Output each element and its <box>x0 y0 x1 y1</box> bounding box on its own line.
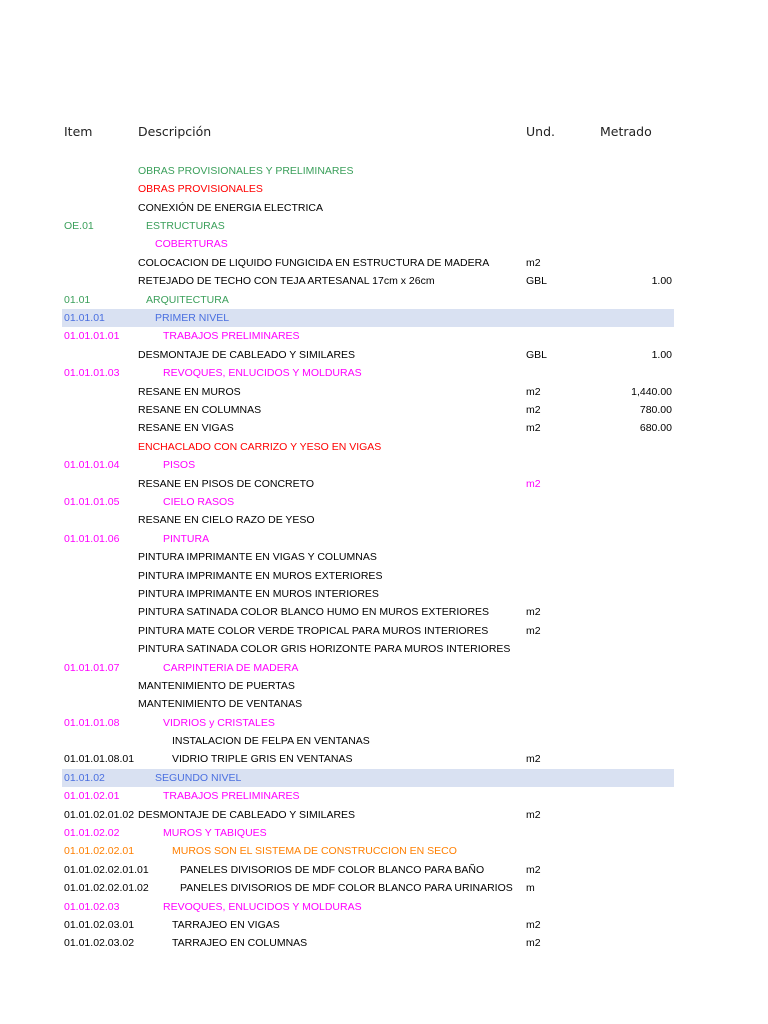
table-row <box>62 640 674 658</box>
row-description: VIDRIO TRIPLE GRIS EN VENTANAS <box>172 753 353 765</box>
row-item-code: 01.01.02.02.01.01 <box>64 864 149 876</box>
row-description: INSTALACION DE FELPA EN VENTANAS <box>172 735 370 747</box>
table-row <box>62 272 674 290</box>
table-row <box>62 585 674 603</box>
row-description: PINTURA IMPRIMANTE EN MUROS EXTERIORES <box>138 570 383 582</box>
row-item-code: 01.01.02.02 <box>64 827 120 839</box>
row-description: VIDRIOS y CRISTALES <box>163 717 275 729</box>
row-description: RESANE EN PISOS DE CONCRETO <box>138 478 315 490</box>
row-description: PISOS <box>163 459 196 471</box>
table-row <box>62 603 674 621</box>
table-row <box>62 769 674 787</box>
row-item-code: 01.01.01.08 <box>64 717 120 729</box>
table-row <box>62 475 674 493</box>
row-description: PRIMER NIVEL <box>155 312 230 324</box>
row-description: TRABAJOS PRELIMINARES <box>163 330 300 342</box>
row-description: RETEJADO DE TECHO CON TEJA ARTESANAL 17cm x 26cm <box>138 275 435 287</box>
table-row <box>62 898 674 916</box>
table-row <box>62 346 674 364</box>
table-row <box>62 162 674 180</box>
row-description: REVOQUES, ENLUCIDOS Y MOLDURAS <box>163 901 362 913</box>
row-item-code: 01.01 <box>64 294 91 306</box>
column-header-und: Und. <box>526 124 555 139</box>
row-unit: m2 <box>526 257 541 269</box>
row-description: PINTURA IMPRIMANTE EN VIGAS Y COLUMNAS <box>138 551 377 563</box>
table-row <box>62 327 674 345</box>
table-row <box>62 879 674 897</box>
row-description: TARRAJEO EN VIGAS <box>172 919 280 931</box>
table-row <box>62 217 674 235</box>
table-row <box>62 842 674 860</box>
row-description: MANTENIMIENTO DE PUERTAS <box>138 680 295 692</box>
table-row <box>62 438 674 456</box>
row-item-code: 01.01.01.03 <box>64 367 120 379</box>
row-item-code: 01.01.01.07 <box>64 662 120 674</box>
table-row <box>62 511 674 529</box>
row-description: MANTENIMIENTO DE VENTANAS <box>138 698 303 710</box>
row-description: PINTURA SATINADA COLOR BLANCO HUMO EN MUROS EXTERIORES <box>138 606 490 618</box>
table-row <box>62 199 674 217</box>
row-unit: GBL <box>526 349 548 361</box>
row-description: PINTURA MATE COLOR VERDE TROPICAL PARA MUROS INTERIORES <box>138 625 489 637</box>
row-description: PINTURA <box>163 533 210 545</box>
row-item-code: 01.01.02.03.01 <box>64 919 135 931</box>
row-item-code: 01.01.01.04 <box>64 459 120 471</box>
table-row <box>62 530 674 548</box>
row-unit: m2 <box>526 478 541 490</box>
table-row <box>62 456 674 474</box>
row-unit: m2 <box>526 809 541 821</box>
row-description: ARQUITECTURA <box>146 294 229 306</box>
table-row <box>62 732 674 750</box>
table-row <box>62 254 674 272</box>
table-row <box>62 419 674 437</box>
row-item-code: 01.01.01.01 <box>64 330 120 342</box>
row-description: REVOQUES, ENLUCIDOS Y MOLDURAS <box>163 367 362 379</box>
table-row <box>62 364 674 382</box>
row-description: CARPINTERIA DE MADERA <box>163 662 299 674</box>
row-metrado: 1.00 <box>651 349 672 361</box>
table-row <box>62 493 674 511</box>
row-description: MUROS SON EL SISTEMA DE CONSTRUCCION EN SECO <box>172 845 457 857</box>
row-description: CONEXIÓN DE ENERGIA ELECTRICA <box>138 202 323 214</box>
column-header-metrado: Metrado <box>600 124 652 139</box>
table-row <box>62 714 674 732</box>
row-description: DESMONTAJE DE CABLEADO Y SIMILARES <box>138 349 356 361</box>
row-metrado: 1.00 <box>651 275 672 287</box>
row-description: OBRAS PROVISIONALES <box>138 183 263 195</box>
row-item-code: 01.01.02.01.02 <box>64 809 135 821</box>
row-description: DESMONTAJE DE CABLEADO Y SIMILARES <box>138 809 356 821</box>
row-item-code: 01.01.02.02.01.02 <box>64 882 149 894</box>
table-row <box>62 934 674 952</box>
row-description: ENCHACLADO CON CARRIZO Y YESO EN VIGAS <box>138 441 382 453</box>
row-description: TARRAJEO EN COLUMNAS <box>172 937 308 949</box>
row-description: PANELES DIVISORIOS DE MDF COLOR BLANCO PARA BAÑO <box>180 864 485 876</box>
row-metrado: 1,440.00 <box>631 386 672 398</box>
row-description: PINTURA IMPRIMANTE EN MUROS INTERIORES <box>138 588 379 600</box>
row-description: PANELES DIVISORIOS DE MDF COLOR BLANCO PARA URINARIOS <box>180 882 513 894</box>
column-header-item: Item <box>64 124 93 139</box>
row-unit: m2 <box>526 937 541 949</box>
table-row <box>62 235 674 253</box>
row-item-code: OE.01 <box>64 220 94 232</box>
row-metrado: 680.00 <box>639 422 672 434</box>
row-description: TRABAJOS PRELIMINARES <box>163 790 300 802</box>
row-description: SEGUNDO NIVEL <box>155 772 242 784</box>
row-description: ESTRUCTURAS <box>146 220 225 232</box>
row-item-code: 01.01.02.03 <box>64 901 120 913</box>
row-description: RESANE EN COLUMNAS <box>138 404 262 416</box>
row-unit: m2 <box>526 753 541 765</box>
row-description: OBRAS PROVISIONALES Y PRELIMINARES <box>138 165 354 177</box>
row-item-code: 01.01.01.06 <box>64 533 120 545</box>
row-item-code: 01.01.01.05 <box>64 496 120 508</box>
row-metrado: 780.00 <box>639 404 672 416</box>
table-row <box>62 383 674 401</box>
row-unit: m2 <box>526 919 541 931</box>
table-row <box>62 659 674 677</box>
table-row <box>62 291 674 309</box>
table-row <box>62 824 674 842</box>
table-row <box>62 806 674 824</box>
table-row <box>62 861 674 879</box>
row-description: PINTURA SATINADA COLOR GRIS HORIZONTE PARA MUROS INTERIORES <box>138 643 511 655</box>
row-unit: m2 <box>526 864 541 876</box>
row-item-code: 01.01.02 <box>64 772 105 784</box>
row-description: MUROS Y TABIQUES <box>163 827 267 839</box>
row-description: RESANE EN CIELO RAZO DE YESO <box>138 514 315 526</box>
table-row <box>62 695 674 713</box>
column-header-descripcion: Descripción <box>138 124 212 139</box>
row-unit: m2 <box>526 386 541 398</box>
row-unit: m <box>526 882 535 894</box>
row-item-code: 01.01.02.03.02 <box>64 937 135 949</box>
row-description: COLOCACION DE LIQUIDO FUNGICIDA EN ESTRUCTURA DE MADERA <box>138 257 490 269</box>
row-item-code: 01.01.01.08.01 <box>64 753 135 765</box>
row-item-code: 01.01.02.01 <box>64 790 120 802</box>
table-row <box>62 309 674 327</box>
row-unit: m2 <box>526 606 541 618</box>
row-description: RESANE EN MUROS <box>138 386 241 398</box>
row-description: CIELO RASOS <box>163 496 235 508</box>
table-row <box>62 677 674 695</box>
table-row <box>62 622 674 640</box>
table-row <box>62 567 674 585</box>
row-unit: m2 <box>526 404 541 416</box>
table-row <box>62 916 674 934</box>
row-item-code: 01.01.01 <box>64 312 105 324</box>
row-description: RESANE EN VIGAS <box>138 422 234 434</box>
table-row <box>62 548 674 566</box>
row-item-code: 01.01.02.02.01 <box>64 845 135 857</box>
row-description: COBERTURAS <box>155 238 228 250</box>
table-row <box>62 180 674 198</box>
table-row <box>62 401 674 419</box>
row-unit: m2 <box>526 422 541 434</box>
table-row <box>62 787 674 805</box>
row-unit: m2 <box>526 625 541 637</box>
table-row <box>62 750 674 768</box>
row-unit: GBL <box>526 275 548 287</box>
